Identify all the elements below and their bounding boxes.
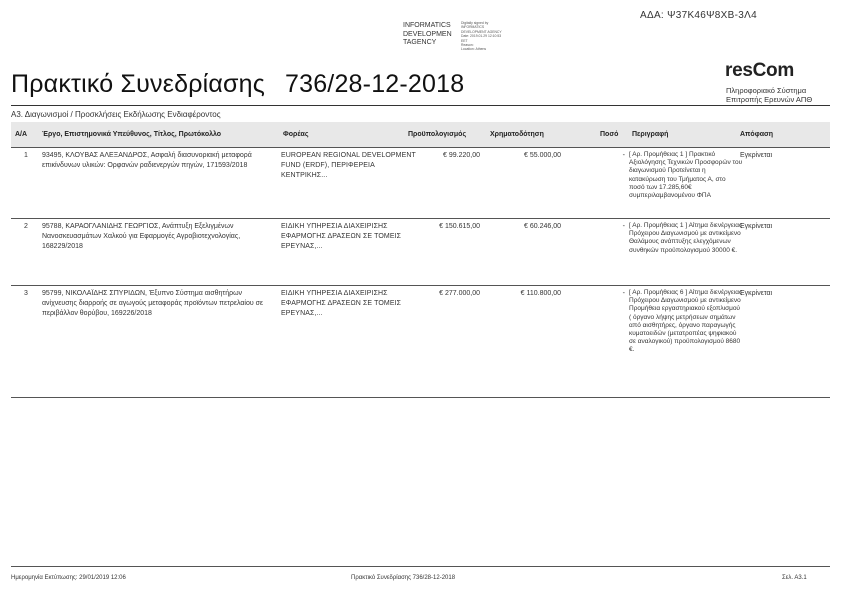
- stamp-detail-line: DEVELOPMENT AGENCY: [461, 29, 502, 34]
- stamp-detail-line: Digitally signed by: [461, 21, 489, 25]
- cell-ergo: 95799, ΝΙΚΟΛΑΪΔΗΣ ΣΠΥΡΙΔΩΝ, Έξυπνο Σύστημα αισθητήρων ανίχνευσης διαρροής σε αγωγούς μεταφοράς προϊόντων πετρελαίου σε περιβάλλον θορύβου, 169226/2018: [42, 290, 264, 317]
- col-poso: Ποσό: [600, 131, 619, 138]
- cell-perigrafi: [ Αρ. Προμήθειας 6 ] Αίτημα διενέργειας Πρόχειρου Διαγωνισμού με αντικείμενο Προμήθεια εργαστηριακού εξοπλισμού ( όργανο λήψης μετρήσεων σημάτων από αισθητήρες, όργανο παραγωγής κυματοειδών (μετατροπέας ψηφιακού σε αναλογικού) προϋπολογισμού 8680 €.: [629, 289, 743, 354]
- table-row: [11, 219, 830, 286]
- stamp-detail-line: Location: Athens: [461, 47, 487, 52]
- rescom-logo: resCom: [725, 60, 794, 81]
- col-proypologismos: Προϋπολογισμός: [408, 131, 467, 138]
- cell-perigrafi: [ Αρ. Προμήθειας 1 ] Πρακτικό Αξιολόγησης Τεχνικών Προσφορών του διαγωνισμού Προτείνεται η κατακύρωση του Τμήματος Α, στο ποσό των 17.285,60€ συμπεριλαμβανομένου ΦΠΑ: [629, 151, 743, 200]
- stamp-line: INFORMATICS: [403, 22, 451, 29]
- footer-divider: [11, 566, 830, 567]
- cell-aa: 2: [24, 223, 28, 230]
- col-aa: Α/Α: [15, 131, 28, 138]
- footer-meeting: Πρακτικό Συνεδρίασης 736/28-12-2018: [351, 575, 456, 581]
- col-foreas: Φορέας: [283, 131, 309, 138]
- title-text: Πρακτικό Συνεδρίασης: [11, 70, 265, 98]
- cell-apofasi: Εγκρίνεται: [740, 152, 773, 159]
- col-apofasi: Απόφαση: [740, 131, 774, 138]
- meeting-number: 736/28-12-2018: [285, 70, 465, 98]
- section-title: Α3. Διαγωνισμοί / Προσκλήσεις Εκδήλωσης Ενδιαφέροντος: [11, 110, 221, 119]
- page-title: [11, 70, 464, 99]
- header-divider: [11, 105, 830, 106]
- cell-proypologismos: € 277.000,00: [439, 290, 480, 297]
- cell-perigrafi: [ Αρ. Προμήθειας 1 ] Αίτημα διενέργειας Πρόχειρου Διαγωνισμού με αντικείμενο Θαλάμους ανάπτυξης ελεγχόμενων συνθηκών προϋπολογισμού 30000 €.: [629, 222, 743, 254]
- stamp-detail-line: Reason:: [461, 43, 474, 48]
- cell-aa: 1: [24, 152, 28, 159]
- cell-xrimatodotisi: € 55.000,00: [524, 152, 561, 159]
- cell-apofasi: Εγκρίνεται: [740, 290, 773, 297]
- logo-subtitle-line: Πληροφοριακό Σύστημα: [726, 86, 807, 95]
- stamp-detail-line: Date: 2019.01.29 12:10:53: [461, 34, 502, 39]
- stamp-detail-line: EET: [461, 38, 468, 43]
- logo-subtitle: [726, 86, 812, 104]
- cell-ergo: 95788, ΚΑΡΑΟΓΛΑΝΙΔΗΣ ΓΕΩΡΓΙΟΣ, Ανάπτυξη Εξελιγμένων Νανοσκευασμάτων Χαλκού για Εφαρμογές Αγροβιοτεχνολογίας, 168229/2018: [42, 223, 241, 250]
- cell-proypologismos: € 150.615,00: [439, 223, 480, 230]
- cell-ergo: 93495, ΚΛΟΥΒΑΣ ΑΛΕΞΑΝΔΡΟΣ, Ασφαλή διασυνοριακή μεταφορά επικίνδυνων υλικών: Ορφανών ραδιενεργών πηγών, 171593/2018: [42, 152, 252, 169]
- cell-proypologismos: € 99.220,00: [443, 152, 480, 159]
- cell-apofasi: Εγκρίνεται: [740, 223, 773, 230]
- cell-foreas: ΕΙΔΙΚΗ ΥΠΗΡΕΣΙΑ ΔΙΑΧΕΙΡΙΣΗΣ ΕΦΑΡΜΟΓΗΣ ΔΡΑΣΕΩΝ ΣΕ ΤΟΜΕΙΣ ΕΡΕΥΝΑΣ,...: [281, 290, 402, 317]
- stamp-line: DEVELOPMEN: [403, 30, 452, 38]
- table-row: [11, 148, 830, 219]
- footer-print-date: Ημερομηνία Εκτύπωσης: 29/01/2019 12:06: [11, 575, 126, 581]
- cell-poso: -: [622, 223, 625, 230]
- cell-foreas: EUROPEAN REGIONAL DEVELOPMENT FUND (ERDF), ΠΕΡΙΦΕΡΕΙΑ ΚΕΝΤΡΙΚΗΣ...: [281, 152, 416, 179]
- col-ergo: Έργο, Επιστημονικά Υπεύθυνος, Τίτλος, Πρωτόκολλο: [42, 131, 222, 138]
- cell-poso: -: [622, 152, 625, 159]
- signature-stamp-details: [461, 21, 502, 52]
- table-header: [11, 122, 830, 148]
- cell-xrimatodotisi: € 110.800,00: [520, 290, 561, 297]
- cell-poso: -: [622, 290, 625, 297]
- col-xrimatodotisi: Χρηματοδότηση: [490, 131, 544, 138]
- stamp-detail-line: INFORMATICS: [461, 25, 485, 30]
- ada-code: ΑΔΑ: Ψ37Κ46Ψ8ΧΒ-3Λ4: [640, 10, 757, 21]
- cell-foreas: ΕΙΔΙΚΗ ΥΠΗΡΕΣΙΑ ΔΙΑΧΕΙΡΙΣΗΣ ΕΦΑΡΜΟΓΗΣ ΔΡΑΣΕΩΝ ΣΕ ΤΟΜΕΙΣ ΕΡΕΥΝΑΣ,...: [281, 223, 402, 250]
- cell-aa: 3: [24, 290, 28, 297]
- cell-xrimatodotisi: € 60.246,00: [524, 223, 561, 230]
- col-perigrafi: Περιγραφή: [632, 131, 669, 138]
- logo-subtitle-line: Επιτροπής Ερευνών ΑΠΘ: [726, 95, 813, 104]
- footer-page: Σελ. Α3.1: [782, 575, 807, 581]
- stamp-line: TAGENCY: [403, 39, 437, 46]
- table-row: [11, 286, 830, 398]
- signature-stamp-label: [403, 22, 452, 48]
